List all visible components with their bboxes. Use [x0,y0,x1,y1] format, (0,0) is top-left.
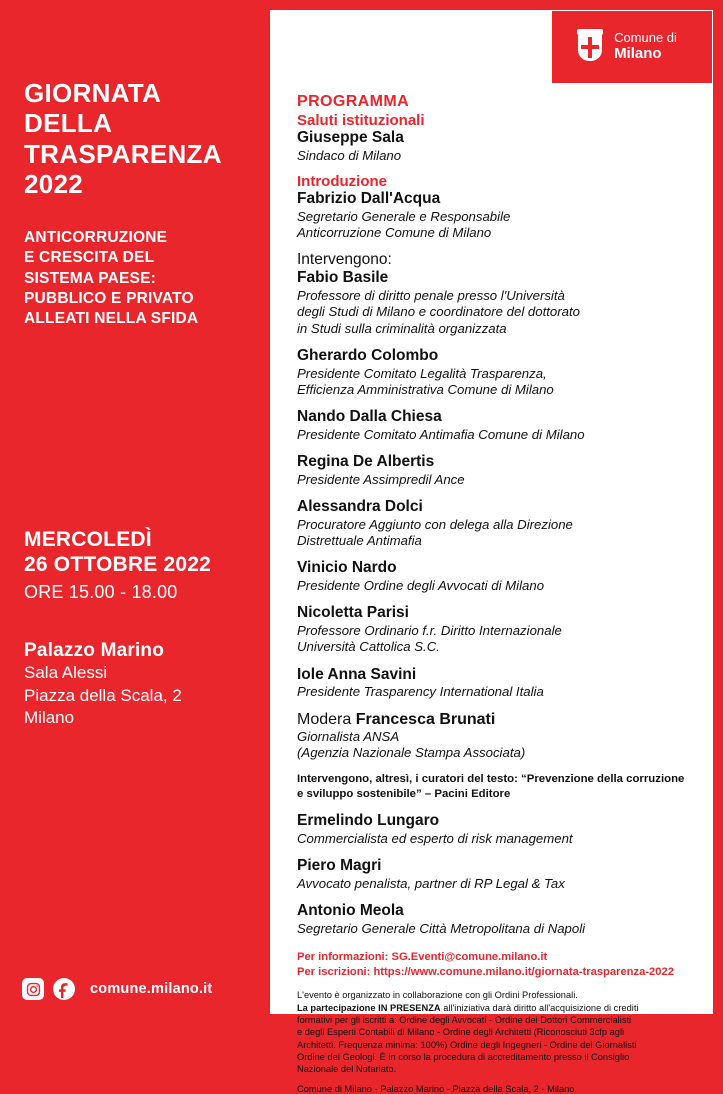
legal-line-5: Architetti. Frequenza minima: 100%) Ordine degli Ingegneri - Ordine dei Giornalisti [297,1039,637,1050]
legal-line-4: e degli Esperti Contabili di Milano - Ordine degli Architetti (Riconosciuti 3cfp agli [297,1027,625,1038]
speaker-name: Nando Dalla Chiesa [297,408,442,426]
left-column [0,0,270,1024]
instagram-icon[interactable] [22,978,44,1000]
facebook-icon[interactable] [53,978,75,1000]
moderator-line [297,711,697,729]
page-title [24,78,252,200]
list-item [297,347,697,398]
legal-line-3: formativi per gli iscritti a: Ordine degli Avvocati - Ordine dei Dottori Commercialisti [297,1014,632,1025]
speaker-role-line: Presidente Trasparency International Italia [297,684,544,700]
list-item [297,604,697,655]
speaker-role-line: Università Cattolica S.C. [297,639,440,655]
contact-info [297,950,697,980]
subtitle-line-3: SISTEMA PAESE: [24,269,156,287]
venue-room: Sala Alessi [24,663,108,682]
speaker-role-line: Presidente Ordine degli Avvocati di Milano [297,578,545,594]
greetings-person-role: Sindaco di Milano [297,147,402,163]
speaker-name: Alessandra Dolci [297,498,423,516]
speaker-role-line: Presidente Comitato Antimafia Comune di Milano [297,426,585,442]
list-item [297,902,697,937]
legal-line-2-rest: all'iniziativa darà diritto all'acquisizione di crediti [440,1002,639,1013]
list-item [297,408,697,443]
curators-note-line-2: e sviluppo sostenibile” – Pacini Editore [297,788,511,801]
list-item [297,666,697,701]
moderator-role-line-1: Giornalista ANSA [297,728,400,744]
introduction-role-line-2: Anticorruzione Comune di Milano [297,224,492,240]
speaker-name: Gherardo Colombo [297,346,439,364]
moderator-label: Modera [297,710,356,728]
speaker-name: Regina De Albertis [297,453,435,471]
venue-city: Milano [24,708,75,728]
event-date-block [24,528,254,603]
curators-note [297,772,697,802]
curator-role-line: Avvocato penalista, partner di RP Legal & Tax [297,875,565,891]
page-subtitle [24,228,252,330]
moderator-name: Francesca Brunati [355,710,496,728]
speaker-role-line: Professore di diritto penale presso l'Università [297,287,565,303]
legal-line-2-bold: La partecipazione IN PRESENZA [297,1002,441,1013]
title-line-4: 2022 [24,169,84,200]
speaker-name: Fabio Basile [297,269,389,287]
introduction-person-name: Fabrizio Dall'Acqua [297,189,441,207]
introduction-heading: Introduzione [297,172,387,190]
speakers-label: Intervengono: [297,251,392,269]
speaker-role-line: Efficienza Amministrativa Comune di Milano [297,381,554,397]
event-weekday: MERCOLEDÌ [24,528,152,551]
title-line-2: DELLA [24,108,113,139]
speaker-role-line: Distrettuale Antimafia [297,533,422,549]
legal-line-2 [297,1002,697,1014]
program-panel [270,10,713,1094]
event-date: 26 OTTOBRE 2022 [24,552,212,576]
speaker-role-line: degli Studi di Milano e coordinatore del dottorato [297,304,580,320]
website-handle[interactable]: comune.milano.it [90,981,213,997]
event-time: ORE 15.00 - 18.00 [24,581,178,602]
logo-line-2: Milano [614,44,662,62]
curator-name: Antonio Meola [297,901,404,919]
list-item [297,498,697,549]
legal-line-1: L'evento è organizzato in collaborazione con gli Ordini Professionali. [297,990,578,1001]
curator-name: Ermelindo Lungaro [297,812,440,830]
speaker-role-line: Procuratore Aggiunto con delega alla Direzione [297,516,573,532]
speaker-role-line: Presidente Comitato Legalità Trasparenza, [297,365,547,381]
crest-icon [575,29,605,65]
curator-role-line: Commercialista ed esperto di risk management [297,830,573,846]
list-item [297,269,697,337]
subtitle-line-2: E CRESCITA DEL [24,249,155,267]
subtitle-line-4: PUBBLICO E PRIVATO [24,289,194,307]
list-item [297,559,697,594]
list-item [297,857,697,892]
introduction-role-line-1: Segretario Generale e Responsabile [297,208,511,224]
list-item [297,812,697,847]
program-heading: PROGRAMMA [297,93,410,110]
program-content [297,93,697,1094]
curator-role-line: Segretario Generale Città Metropolitana di Napoli [297,920,586,936]
event-venue-block [24,640,259,730]
info-email-line[interactable]: Per informazioni: SG.Eventi@comune.milano.it [297,950,548,963]
speaker-role-line: Presidente Assimpredil Ance [297,471,465,487]
legal-note [297,989,697,1076]
title-line-3: TRASPARENZA [24,138,222,169]
subtitle-line-1: ANTICORRUZIONE [24,228,168,246]
subtitle-line-5: ALLEATI NELLA SFIDA [24,310,199,328]
legal-line-6: Ordine dei Geologi. È in corso la procedura di accreditamento presso il Consiglio [297,1051,630,1062]
curator-name: Piero Magri [297,857,382,875]
speaker-name: Iole Anna Savini [297,665,417,683]
footer-address: Comune di Milano - Palazzo Marino - Piazza della Scala, 2 - Milano [297,1083,575,1094]
moderator-role-line-2: (Agenzia Nazionale Stampa Associata) [297,745,526,761]
greetings-person-name: Giuseppe Sala [297,129,404,146]
venue-address: Piazza della Scala, 2 [24,685,182,705]
title-line-1: GIORNATA [24,78,162,108]
venue-name: Palazzo Marino [24,640,165,661]
legal-line-7: Nazionale del Notariato. [297,1064,397,1075]
comune-di-milano-logo [552,11,712,83]
speaker-name: Vinicio Nardo [297,559,397,577]
curators-note-line-1: Intervengono, altresì, i curatori del testo: “Prevenzione della corruzione [297,773,685,786]
greetings-heading: Saluti istituzionali [297,112,425,129]
speaker-role-line: in Studi sulla criminalità organizzata [297,320,507,336]
social-footer [22,978,212,1000]
info-registration-line[interactable]: Per iscrizioni: https://www.comune.milano.it/giornata-trasparenza-2022 [297,966,674,979]
speaker-role-line: Professore Ordinario f.r. Diritto Internazionale [297,623,562,639]
logo-text [614,31,677,62]
logo-line-1: Comune di [614,30,677,46]
list-item [297,453,697,488]
speaker-name: Nicoletta Parisi [297,604,409,622]
